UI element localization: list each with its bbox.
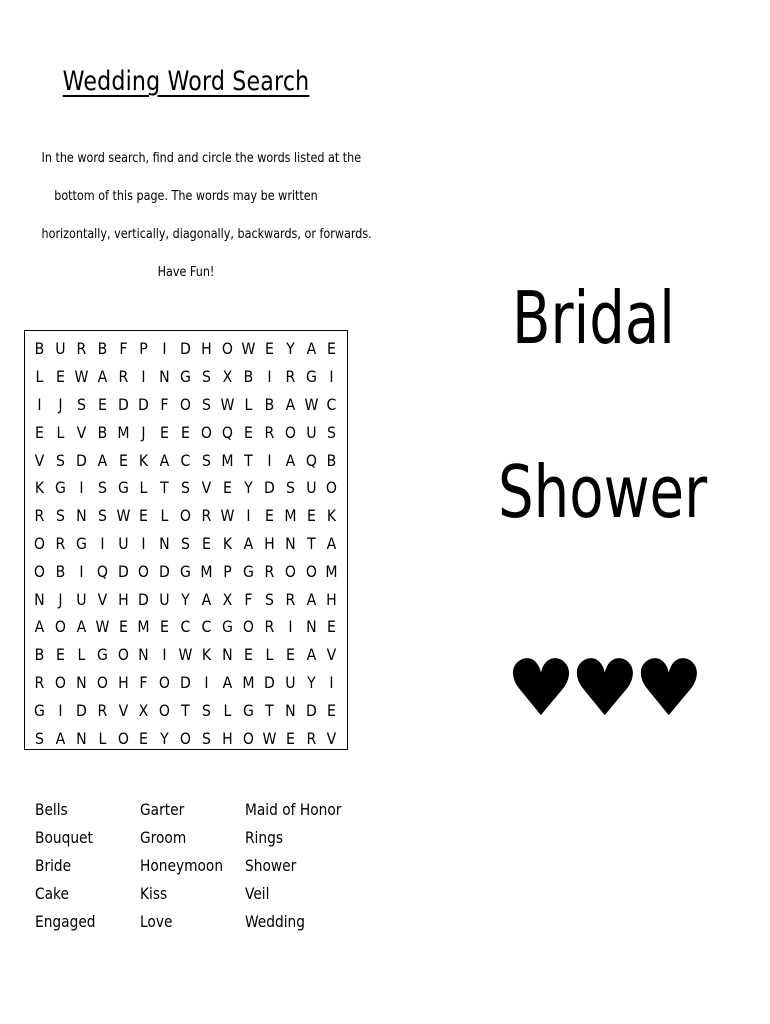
word-list [35, 796, 355, 936]
grid-letter: V [34, 450, 45, 470]
grid-letter: A [222, 672, 233, 692]
grid-letter: W [262, 728, 277, 748]
grid-letter: T [181, 700, 190, 720]
grid-letter: N [75, 672, 87, 692]
grid-letter: O [54, 672, 66, 692]
grid-letter: T [244, 450, 253, 470]
grid-letter: R [97, 700, 108, 720]
grid-letter: L [77, 645, 86, 665]
grid-letter: W [304, 394, 318, 414]
grid-letter: O [159, 672, 171, 692]
grid-letter: D [75, 450, 87, 470]
grid-letter: K [139, 450, 149, 470]
grid-row [29, 530, 347, 558]
grid-letter: R [306, 728, 316, 748]
grid-letter: W [116, 506, 130, 526]
grid-letter: R [201, 506, 212, 526]
grid-letter: Y [181, 589, 190, 609]
grid-letter: W [220, 506, 235, 526]
grid-letter: O [159, 700, 171, 720]
grid-letter: E [181, 422, 191, 442]
grid-letter: O [117, 728, 129, 748]
grid-letter: E [160, 617, 170, 637]
grid-letter: M [116, 422, 130, 442]
grid-letter: E [202, 533, 212, 553]
grid-letter: H [222, 728, 233, 748]
grid-letter: I [79, 561, 84, 581]
grid-letter: G [54, 478, 66, 498]
grid-letter: I [162, 339, 167, 359]
grid-letter: F [160, 394, 169, 414]
grid-letter: O [33, 561, 45, 581]
word-list-column [35, 796, 140, 936]
grid-letter: L [160, 506, 169, 526]
grid-letter: A [97, 367, 107, 387]
grid-letter: I [141, 533, 146, 553]
grid-letter: N [305, 617, 317, 637]
grid-letter: I [329, 367, 334, 387]
grid-letter: R [264, 561, 275, 581]
grid-letter: W [178, 645, 193, 665]
grid-letter: O [96, 672, 108, 692]
shower-heading: Shower [498, 450, 708, 534]
grid-letter: G [305, 367, 317, 387]
grid-letter: A [159, 450, 170, 470]
grid-letter: L [35, 367, 44, 387]
grid-letter: E [264, 339, 274, 359]
grid-letter: S [34, 728, 44, 748]
grid-letter: M [284, 506, 297, 526]
grid-letter: R [118, 367, 128, 387]
grid-row [29, 391, 347, 419]
grid-letter: O [305, 561, 317, 581]
grid-letter: O [242, 728, 254, 748]
grid-letter: L [244, 394, 253, 414]
grid-letter: D [75, 700, 87, 720]
grid-letter: A [306, 589, 316, 609]
grid-letter: M [221, 450, 234, 470]
grid-letter: H [201, 339, 212, 359]
grid-letter: S [202, 728, 212, 748]
grid-letter: N [159, 367, 171, 387]
grid-letter: G [180, 561, 192, 581]
grid-letter: G [242, 561, 254, 581]
grid-letter: J [58, 394, 63, 414]
grid-letter: U [284, 672, 296, 692]
grid-letter: R [34, 506, 45, 526]
page-title: Wedding Word Search [62, 66, 310, 97]
grid-letter: V [201, 478, 212, 498]
grid-letter: Y [285, 339, 295, 359]
grid-row [29, 613, 347, 641]
grid-letter: H [117, 672, 129, 692]
grid-letter: A [34, 617, 45, 637]
grid-letter: I [100, 533, 105, 553]
grid-letter: S [202, 700, 212, 720]
grid-letter: N [159, 533, 171, 553]
grid-letter: H [326, 589, 338, 609]
grid-letter: S [97, 506, 107, 526]
grid-letter: E [327, 339, 337, 359]
grid-letter: L [265, 645, 274, 665]
grid-letter: D [180, 339, 192, 359]
word-list-item: Groom [140, 828, 187, 847]
grid-letter: O [242, 617, 254, 637]
grid-letter: O [221, 339, 233, 359]
grid-letter: E [55, 645, 65, 665]
grid-letter: I [267, 450, 272, 470]
grid-letter: U [55, 339, 66, 359]
grid-letter: U [117, 533, 129, 553]
grid-letter: Q [221, 422, 233, 442]
word-list-column [140, 796, 245, 936]
grid-letter: E [118, 450, 128, 470]
grid-letter: D [263, 478, 275, 498]
grid-row [29, 557, 347, 585]
grid-letter: H [117, 589, 129, 609]
grid-letter: V [97, 589, 107, 609]
grid-letter: O [117, 645, 129, 665]
grid-row [29, 502, 347, 530]
grid-letter: N [284, 700, 296, 720]
grid-letter: A [285, 450, 295, 470]
grid-letter: O [180, 394, 192, 414]
grid-letter: M [242, 672, 255, 692]
grid-letter: E [55, 367, 65, 387]
grid-letter: C [180, 617, 191, 637]
grid-letter: V [327, 728, 337, 748]
grid-letter: T [264, 700, 274, 720]
grid-letter: E [306, 506, 316, 526]
grid-letter: A [243, 533, 254, 553]
grid-letter: K [327, 506, 337, 526]
grid-letter: S [264, 589, 274, 609]
grid-letter: I [58, 700, 63, 720]
grid-letter: E [139, 728, 149, 748]
word-list-item: Maid of Honor [245, 800, 342, 819]
grid-letter: O [180, 728, 192, 748]
grid-letter: E [327, 617, 337, 637]
grid-letter: E [139, 506, 149, 526]
grid-letter: H [263, 533, 275, 553]
grid-letter: X [139, 700, 149, 720]
grid-letter: O [138, 561, 150, 581]
grid-letter: V [118, 700, 128, 720]
grid-letter: G [180, 367, 192, 387]
grid-letter: J [58, 589, 63, 609]
grid-letter: S [202, 394, 212, 414]
grid-letter: O [54, 617, 66, 637]
word-list-item: Bride [35, 856, 72, 875]
grid-letter: K [222, 533, 233, 553]
grid-letter: K [34, 478, 45, 498]
grid-letter: O [33, 533, 45, 553]
grid-letter: X [222, 589, 233, 609]
grid-letter: D [138, 589, 150, 609]
grid-letter: G [33, 700, 45, 720]
grid-row [29, 474, 347, 502]
grid-row [29, 446, 347, 474]
grid-letter: G [242, 700, 254, 720]
grid-letter: N [138, 645, 150, 665]
instruction-line: In the word search, find and circle the words listed at the [41, 151, 362, 166]
grid-letter: O [284, 422, 296, 442]
grid-letter: P [223, 561, 232, 581]
grid-letter: D [117, 561, 129, 581]
grid-letter: B [34, 339, 45, 359]
grid-letter: S [285, 478, 295, 498]
grid-letter: C [201, 617, 212, 637]
grid-letter: D [263, 672, 275, 692]
grid-row [29, 641, 347, 669]
grid-letter: I [267, 367, 272, 387]
grid-letter: U [76, 589, 87, 609]
grid-letter: R [264, 422, 275, 442]
grid-letter: B [97, 339, 107, 359]
grid-letter: J [141, 422, 146, 442]
grid-letter: R [76, 339, 87, 359]
grid-letter: B [34, 645, 45, 665]
grid-letter: G [221, 617, 233, 637]
grid-letter: T [306, 533, 316, 553]
grid-letter: X [222, 367, 233, 387]
grid-letter: I [204, 672, 209, 692]
grid-row [29, 363, 347, 391]
word-list-item: Bells [35, 800, 68, 819]
grid-letter: P [139, 339, 149, 359]
grid-letter: N [75, 506, 87, 526]
grid-letter: E [97, 394, 107, 414]
grid-letter: L [98, 728, 107, 748]
grid-row [29, 669, 347, 697]
grid-letter: I [141, 367, 146, 387]
grid-letter: V [76, 422, 87, 442]
grid-letter: C [180, 450, 191, 470]
grid-letter: R [264, 617, 275, 637]
grid-letter: S [181, 533, 191, 553]
grid-letter: R [285, 367, 296, 387]
word-search-grid [24, 330, 348, 750]
grid-letter: N [222, 645, 233, 665]
grid-letter: A [97, 450, 107, 470]
grid-letter: S [55, 450, 65, 470]
grid-letter: O [180, 506, 192, 526]
grid-letter: D [117, 394, 129, 414]
grid-letter: G [75, 533, 87, 553]
grid-letter: F [244, 589, 253, 609]
grid-letter: D [159, 561, 171, 581]
word-list-item: Honeymoon [140, 856, 224, 875]
grid-letter: U [159, 589, 170, 609]
instructions [18, 140, 372, 292]
grid-letter: E [327, 700, 337, 720]
instruction-line: horizontally, vertically, diagonally, backwards, or forwards. [41, 227, 372, 242]
grid-letter: I [79, 478, 84, 498]
grid-letter: A [327, 533, 337, 553]
grid-letter: E [264, 506, 274, 526]
grid-letter: N [284, 533, 296, 553]
grid-letter: E [118, 617, 128, 637]
grid-row [29, 696, 347, 724]
grid-letter: M [137, 617, 150, 637]
grid-letter: V [327, 645, 337, 665]
grid-letter: W [74, 367, 89, 387]
word-list-item: Wedding [245, 912, 306, 931]
grid-letter: E [285, 728, 295, 748]
grid-letter: A [306, 339, 316, 359]
grid-letter: G [96, 645, 108, 665]
grid-letter: L [139, 478, 148, 498]
grid-letter: I [162, 645, 167, 665]
grid-letter: E [285, 645, 295, 665]
word-list-item: Kiss [140, 884, 168, 903]
grid-letter: N [75, 728, 87, 748]
grid-letter: D [305, 700, 317, 720]
grid-row [29, 335, 347, 363]
grid-letter: Y [306, 672, 316, 692]
grid-letter: A [55, 728, 66, 748]
grid-letter: W [220, 394, 235, 414]
word-list-item: Veil [245, 884, 270, 903]
grid-letter: B [243, 367, 254, 387]
grid-letter: S [55, 506, 65, 526]
grid-letter: E [34, 422, 44, 442]
grid-letter: O [284, 561, 296, 581]
grid-letter: Y [244, 478, 253, 498]
grid-letter: F [139, 672, 148, 692]
hearts-icon: ♥♥♥ [506, 644, 698, 734]
grid-letter: R [55, 533, 66, 553]
grid-letter: U [305, 422, 317, 442]
instruction-line: Have Fun! [157, 265, 215, 280]
grid-letter: F [118, 339, 128, 359]
grid-letter: D [180, 672, 192, 692]
grid-letter: A [285, 394, 295, 414]
bridal-heading: Bridal [512, 276, 675, 360]
grid-letter: Q [96, 561, 108, 581]
grid-row [29, 585, 347, 613]
word-list-item: Engaged [35, 912, 96, 931]
word-list-item: Cake [35, 884, 69, 903]
grid-letter: A [306, 645, 316, 665]
grid-letter: O [326, 478, 338, 498]
instruction-line: bottom of this page. The words may be written [54, 189, 318, 204]
grid-letter: M [325, 561, 338, 581]
grid-letter: I [288, 617, 293, 637]
grid-letter: B [55, 561, 66, 581]
grid-letter: S [327, 422, 337, 442]
grid-letter: S [76, 394, 86, 414]
grid-letter: B [97, 422, 107, 442]
grid-letter: B [327, 450, 337, 470]
word-list-column [245, 796, 355, 936]
grid-letter: N [34, 589, 45, 609]
grid-letter: I [246, 506, 251, 526]
word-list-item: Love [140, 912, 173, 931]
grid-letter: W [241, 339, 256, 359]
grid-row [29, 418, 347, 446]
grid-letter: E [243, 645, 253, 665]
grid-letter: T [160, 478, 170, 498]
grid-letter: M [200, 561, 213, 581]
grid-letter: U [305, 478, 317, 498]
grid-letter: Q [305, 450, 317, 470]
word-list-item: Shower [245, 856, 297, 875]
grid-letter: K [201, 645, 212, 665]
grid-letter: L [223, 700, 232, 720]
grid-letter: C [326, 394, 337, 414]
grid-letter: E [243, 422, 253, 442]
grid-letter: I [37, 394, 42, 414]
grid-letter: E [160, 422, 170, 442]
grid-row [29, 724, 347, 752]
grid-letter: D [138, 394, 150, 414]
word-list-item: Bouquet [35, 828, 93, 847]
grid-letter: Y [160, 728, 170, 748]
grid-letter: S [181, 478, 191, 498]
grid-letter: L [56, 422, 65, 442]
grid-letter: R [34, 672, 45, 692]
grid-letter: O [201, 422, 213, 442]
grid-letter: R [285, 589, 296, 609]
grid-letter: E [223, 478, 232, 498]
grid-letter: A [76, 617, 87, 637]
grid-letter: S [97, 478, 107, 498]
grid-letter: S [202, 367, 212, 387]
grid-letter: B [264, 394, 275, 414]
grid-letter: A [201, 589, 212, 609]
grid-letter: G [117, 478, 129, 498]
grid-letter: S [202, 450, 212, 470]
word-list-item: Rings [245, 828, 284, 847]
word-list-item: Garter [140, 800, 185, 819]
grid-letter: I [329, 672, 334, 692]
grid-letter: W [95, 617, 110, 637]
